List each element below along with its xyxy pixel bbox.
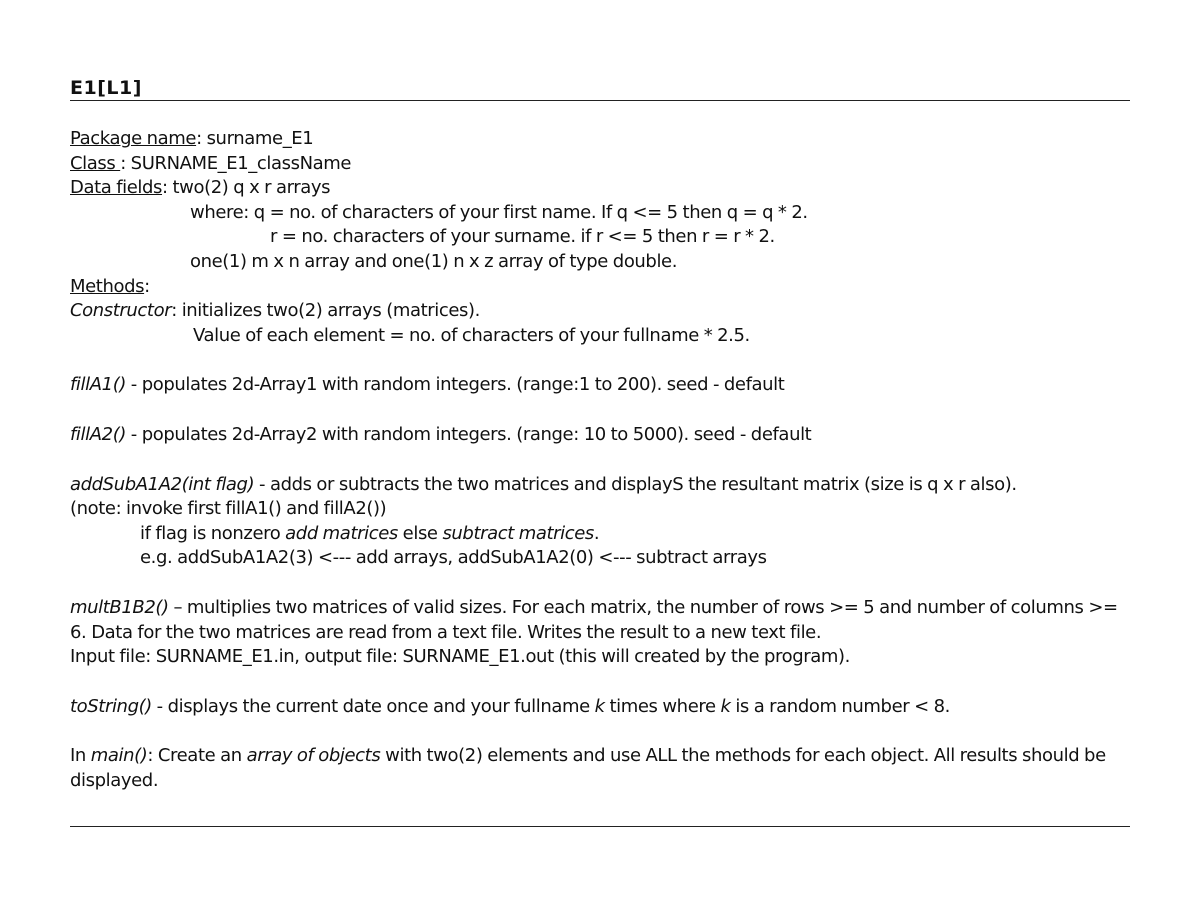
one-array-line: one(1) m x n array and one(1) n x z array of type double.: [190, 250, 678, 272]
spacer: [70, 348, 1130, 373]
flag-mid: else: [397, 522, 443, 544]
tostring-line: [70, 695, 1130, 720]
class-label: Class: [70, 152, 121, 174]
bottom-divider: [70, 826, 1130, 827]
spec-body: [70, 127, 1130, 793]
spacer: [70, 719, 1130, 744]
spacer: [70, 448, 1130, 473]
tostring-desc-mid: times where: [604, 695, 721, 717]
where-line: where: q = no. of characters of your first name. If q <= 5 then q = q * 2.: [190, 201, 808, 223]
flag-pre: if flag is nonzero: [140, 522, 286, 544]
flag-add: add matrices: [285, 522, 398, 544]
mult-io-line: Input file: SURNAME_E1.in, output file: SURNAME_E1.out (this will created by the program).: [70, 646, 851, 668]
addsub-flag-line: [70, 522, 1130, 547]
filla1-line: [70, 373, 1130, 398]
package-value: : surname_E1: [196, 128, 314, 149]
package-label: Package name: [70, 128, 197, 149]
filla2-name: fillA2(): [70, 423, 126, 445]
data-fields-label: Data fields: [70, 177, 163, 199]
data-fields-value: : two(2) q x r arrays: [162, 177, 331, 199]
filla1-desc: - populates 2d-Array1 with random integers. (range:1 to 200). seed - default: [125, 374, 785, 396]
tostring-desc-pre: - displays the current date once and your fullname: [151, 695, 595, 717]
methods-label: Methods: [70, 275, 145, 297]
flag-sub: subtract matrices: [442, 522, 594, 544]
page-title: E1[L1]: [70, 77, 142, 99]
addsub-desc: - adds or subtracts the two matrices and displayS the resultant matrix (size is q x r also).: [254, 473, 1017, 495]
addsub-example-line: e.g. addSubA1A2(3) <--- add arrays, addSubA1A2(0) <--- subtract arrays: [140, 547, 767, 569]
addsub-line: [70, 473, 1130, 498]
constructor-line: [70, 299, 1130, 324]
document-page: [70, 76, 1130, 100]
main-pre: In: [70, 745, 91, 767]
addsub-name: addSubA1A2(int flag): [70, 473, 255, 495]
data-fields-line: [70, 176, 1130, 201]
filla2-desc: - populates 2d-Array2 with random integers. (range: 10 to 5000). seed - default: [125, 423, 812, 445]
flag-end: .: [593, 522, 600, 544]
main-aoo: array of objects: [246, 745, 381, 767]
methods-line: [70, 275, 1130, 300]
spacer: [70, 398, 1130, 423]
class-line: [70, 152, 1130, 177]
r-line: r = no. characters of your surname. if r <= 5 then r = r * 2.: [270, 226, 775, 248]
mult-desc: – multiplies two matrices of valid sizes. For each matrix, the number of rows >= 5 and number of columns >= 6. Data for the two matrices are read from a text file. Writes the result to a new text file.: [70, 596, 1118, 643]
spacer: [70, 670, 1130, 695]
tostring-k1: k: [594, 695, 605, 717]
filla2-line: [70, 423, 1130, 448]
main-rest: with two(2) elements and use ALL the methods for each object. All results should be displayed.: [70, 745, 1106, 791]
filla1-name: fillA1(): [70, 374, 126, 396]
methods-colon: :: [144, 275, 150, 297]
tostring-desc-end: is a random number < 8.: [730, 695, 950, 717]
spacer: [70, 571, 1130, 596]
constructor-value-line: Value of each element = no. of characters of your fullname * 2.5.: [193, 324, 750, 346]
tostring-k2: k: [720, 695, 731, 717]
mult-name: multB1B2(): [70, 596, 169, 618]
mult-paragraph: [70, 596, 1130, 645]
class-value: : SURNAME_E1_className: [120, 152, 352, 174]
constructor-desc: : initializes two(2) arrays (matrices).: [171, 300, 480, 322]
main-name: main(): [90, 745, 148, 767]
main-paragraph: [70, 744, 1130, 793]
addsub-note-line: (note: invoke first fillA1() and fillA2()): [70, 498, 387, 520]
title-divider: [70, 100, 1130, 101]
main-mid: : Create an: [147, 745, 247, 767]
package-line: [70, 127, 1130, 152]
constructor-name: Constructor: [70, 300, 172, 322]
tostring-name: toString(): [70, 695, 152, 717]
